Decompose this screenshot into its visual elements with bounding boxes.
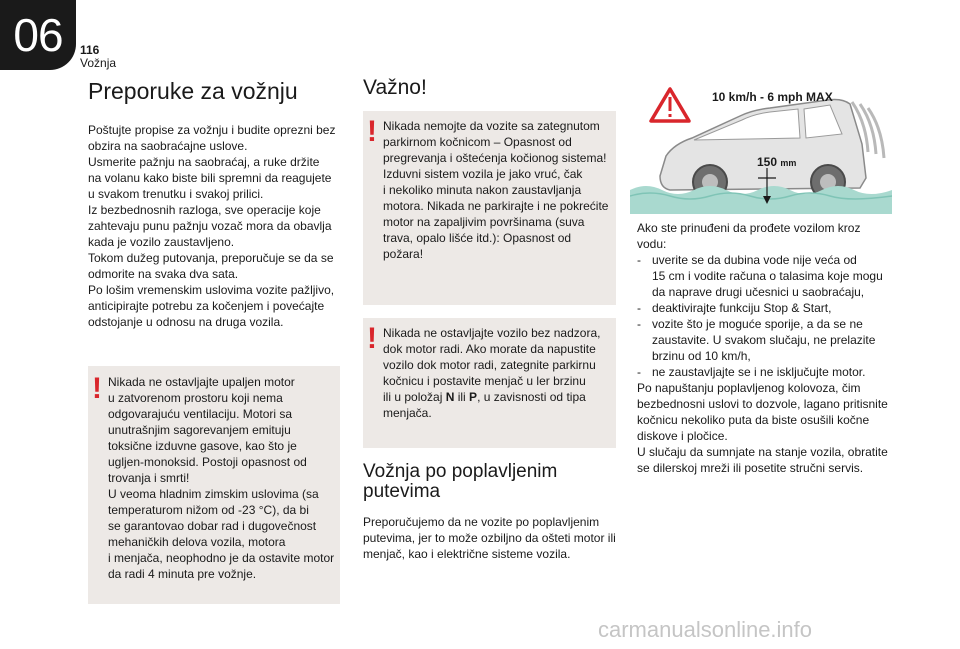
bullet-dash: - bbox=[637, 253, 641, 267]
text-line: u svakom trenutku i svakoj prilici. bbox=[88, 187, 264, 201]
text-line: Nikada ne ostavljajte upaljen motor bbox=[108, 375, 295, 389]
text-line: odgovarajuću ventilaciju. Motori sa bbox=[108, 407, 293, 421]
watermark: carmanualsonline.info bbox=[598, 617, 813, 642]
text-line: vozite što je moguće sporije, a da se ne bbox=[652, 317, 863, 331]
text-fragment: ili bbox=[454, 390, 470, 404]
text-line: vodu: bbox=[637, 237, 667, 251]
text-line: Po napuštanju poplavljenog kolovoza, čim bbox=[637, 381, 861, 395]
list-item bbox=[637, 364, 899, 380]
text-line: Nikada ne ostavljajte vozilo bez nadzora, bbox=[383, 326, 601, 340]
max-speed-label: 10 km/h - 6 mph MAX bbox=[712, 90, 833, 104]
unattended-vehicle-warning-text bbox=[383, 325, 613, 421]
text-fragment: , u zavisnosti od tipa bbox=[477, 390, 586, 404]
flood-instructions-text bbox=[637, 220, 899, 476]
text-line: dok motor radi. Ako morate da napustite bbox=[383, 342, 596, 356]
warning-icon: ! bbox=[367, 115, 377, 148]
text-line: zahtevaju punu pažnju vozač mora da obavlja bbox=[88, 219, 332, 233]
text-line: menjača. bbox=[383, 406, 432, 420]
text-line: uverite se da dubina vode nije veća od bbox=[652, 253, 857, 267]
text-line: i menjača, neophodno je da ostavite motor bbox=[108, 551, 335, 565]
flooded-roads-title: Vožnja po poplavljenim putevima bbox=[363, 461, 558, 502]
text-line: požara! bbox=[383, 247, 424, 261]
text-line: kada je vozilo zaustavljeno. bbox=[88, 235, 235, 249]
text-fragment: ili u položaj bbox=[383, 390, 446, 404]
text-line: na volanu kako biste bili spremni da reagujete bbox=[88, 171, 332, 185]
text-line: motor na zapaljivim površinama (suva bbox=[383, 215, 585, 229]
text-line: se garantovao dobar rad i dugovečnost bbox=[108, 519, 317, 533]
list-item bbox=[637, 316, 899, 364]
text-line: Po lošim vremenskim uslovima vozite pažljivo, bbox=[88, 283, 335, 297]
text-line: Izduvni sistem vozila je jako vruć, čak bbox=[383, 167, 583, 181]
bullet-dash: - bbox=[637, 301, 641, 315]
text-line: i nekoliko minuta nakon zaustavljanja bbox=[383, 183, 582, 197]
text-line: diskove i pločice. bbox=[637, 429, 728, 443]
list-item bbox=[637, 252, 899, 300]
text-line: parkirnom kočnicom – Opasnost od bbox=[383, 135, 572, 149]
text-line: brzinu od 10 km/h, bbox=[652, 349, 751, 363]
page-number: 116 bbox=[80, 43, 100, 57]
list-item bbox=[637, 300, 899, 316]
warning-icon: ! bbox=[367, 322, 377, 355]
unattended-vehicle-warning-box bbox=[363, 318, 616, 448]
text-line: pregrevanja i oštećenja kočionog sistema! bbox=[383, 151, 607, 165]
engine-warning-box bbox=[88, 366, 340, 604]
depth-unit: mm bbox=[780, 158, 797, 168]
text-line: anticipirajte potrebu za kočenjem i povećajte bbox=[88, 299, 325, 313]
important-title: Važno! bbox=[363, 76, 427, 99]
gear-n-label: N bbox=[445, 390, 455, 404]
text-line: Iz bezbednosnih razloga, sve operacije koje bbox=[88, 203, 321, 217]
text-line: U slučaju da sumnjate na stanje vozila, obratite bbox=[637, 445, 888, 459]
warning-icon: ! bbox=[92, 372, 102, 405]
depth-value: 150 bbox=[757, 155, 778, 169]
max-depth-label bbox=[757, 155, 796, 170]
text-line: obzira na saobraćajne uslove. bbox=[88, 139, 248, 153]
text-line: vozilo dok motor radi, zategnite parkirnu bbox=[383, 358, 596, 372]
text-line: trava, opalo lišće itd.): Opasnost od bbox=[383, 231, 572, 245]
text-line: Poštujte propise za vožnju i budite oprezni bez bbox=[88, 123, 336, 137]
text-line: motora. Nikada ne parkirajte i ne pokrećite bbox=[383, 199, 609, 213]
text-line: se dilerskoj mreži ili posetite stručni servis. bbox=[637, 461, 864, 475]
text-line: temperaturom nižom od -23 °C), da bi bbox=[108, 503, 309, 517]
text-line: bezbednosni uslovi to dozvole, lagano pritisnite bbox=[637, 397, 888, 411]
text-line: 15 cm i vodite računa o talasima koje mogu bbox=[652, 269, 883, 283]
text-line: zaustavite. U svakom slučaju, ne prelazite bbox=[652, 333, 876, 347]
flooded-roads-text bbox=[363, 514, 621, 562]
text-line: kočnicu nekoliko puta da biste osušili kočne bbox=[637, 413, 870, 427]
text-line bbox=[383, 389, 613, 405]
text-line: trovanja i smrti! bbox=[108, 471, 190, 485]
text-line: odstojanje u odnosu na druga vozila. bbox=[88, 315, 284, 329]
driving-recommendations-title: Preporuke za vožnju bbox=[88, 78, 298, 104]
text-line: da naprave drugi učesnici u saobraćaju, bbox=[652, 285, 865, 299]
text-line: Nikada nemojte da vozite sa zategnutom bbox=[383, 119, 600, 133]
bullet-dash: - bbox=[637, 365, 641, 379]
text-line: toksične izduvne gasove, kao što je bbox=[108, 439, 297, 453]
text-line: Usmerite pažnju na saobraćaj, a ruke držite bbox=[88, 155, 320, 169]
bullet-dash: - bbox=[637, 317, 641, 331]
text-line: u zatvorenom prostoru koji nema bbox=[108, 391, 283, 405]
text-line: mehaničkih delova vozila, motora bbox=[108, 535, 286, 549]
warning-triangle-icon bbox=[651, 89, 689, 121]
text-line: da radi 4 minuta pre vožnje. bbox=[108, 567, 257, 581]
text-line: Ako ste prinuđeni da prođete vozilom kroz bbox=[637, 221, 861, 235]
text-line: menjač, kao i električne sisteme vozila. bbox=[363, 547, 571, 561]
engine-warning-text bbox=[108, 374, 338, 582]
car-silhouette bbox=[660, 100, 866, 200]
text-line: unutrašnjim sagorevanjem emituju bbox=[108, 423, 291, 437]
parking-brake-warning-text bbox=[383, 118, 613, 262]
text-line: kočnicu i postavite menjač u ler brzinu bbox=[383, 374, 586, 388]
chapter-tab: 06 bbox=[0, 0, 76, 70]
text-line: odmorite na svaka dva sata. bbox=[88, 267, 239, 281]
text-line: putevima, jer to može ozbiljno da ošteti motor ili bbox=[363, 531, 616, 545]
text-line: U veoma hladnim zimskim uslovima (sa bbox=[108, 487, 319, 501]
text-line: Preporučujemo da ne vozite po poplavljenim bbox=[363, 515, 600, 529]
text-line: Tokom dužeg putovanja, preporučuje se da se bbox=[88, 251, 334, 265]
text-line: ne zaustavljajte se i ne isključujte motor. bbox=[652, 365, 866, 379]
gear-p-label: P bbox=[469, 390, 478, 404]
text-line: deaktivirajte funkciju Stop & Start, bbox=[652, 301, 832, 315]
text-line: ugljen-monoksid. Postoji opasnost od bbox=[108, 455, 307, 469]
driving-recommendations-text bbox=[88, 122, 344, 330]
section-name: Vožnja bbox=[80, 56, 117, 70]
parking-brake-warning-box bbox=[363, 111, 616, 305]
